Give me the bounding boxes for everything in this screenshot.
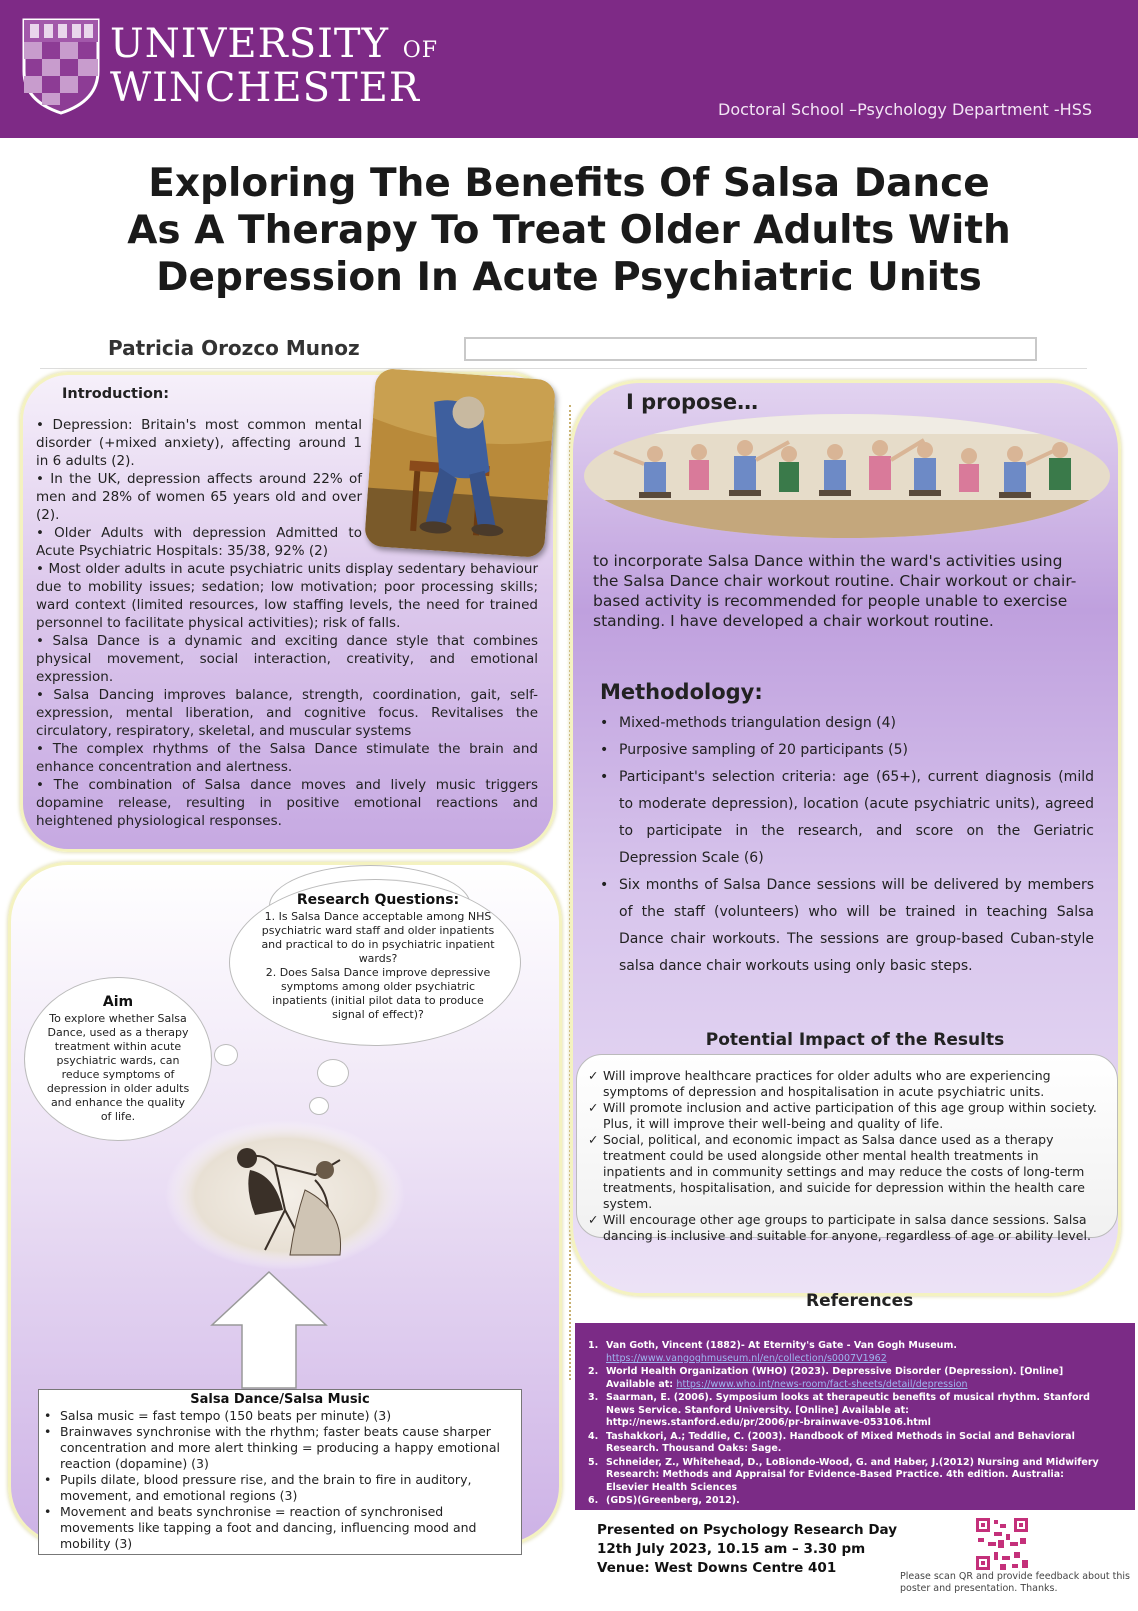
thought-bubble <box>310 1098 328 1114</box>
impact-item: ✓ Will promote inclusion and active participation of this age group within society. Plus, it will improve their well-being and quality of life. <box>588 1100 1098 1132</box>
qr-caption: Please scan QR and provide feedback about this poster and presentation. Thanks. <box>900 1571 1130 1594</box>
methodology-item: • Mixed-methods triangulation design (4) <box>600 710 1094 737</box>
aim-text: To explore whether Salsa Dance, used as a therapy treatment within acute psychiatric wards, can reduce symptoms of depression in older adults and enhance the quality of life. <box>46 1012 190 1123</box>
title-line1: Exploring The Benefits Of Salsa Dance <box>148 161 990 206</box>
presented-line3: Venue: West Downs Centre 401 <box>597 1560 837 1576</box>
presented-line2: 12th July 2023, 10.15 am – 3.30 pm <box>597 1541 866 1557</box>
department-label: Doctoral School –Psychology Department -HSS <box>718 100 1092 119</box>
methodology-heading: Methodology: <box>600 680 763 704</box>
university-name-line2: WINCHESTER <box>110 65 420 111</box>
presentation-details <box>597 1521 897 1578</box>
propose-text: to incorporate Salsa Dance within the ward's activities using the Salsa Dance chair workout routine. Chair workout or chair-based activity is recommended for people unable to exercise standing. I have developed a chair workout routine. <box>593 552 1077 630</box>
salsa-music-item: • Brainwaves synchronise with the rhythm; faster beats cause sharper concentration and more alert thinking = producing a happy emotional reaction (dopamine) (3) <box>42 1424 518 1472</box>
introduction-heading: Introduction: <box>62 386 170 402</box>
reference-link[interactable]: https://www.who.int/news-room/fact-sheets/detail/depression <box>676 1378 968 1390</box>
impact-item: ✓ Will encourage other age groups to participate in salsa dance sessions. Salsa dancing is inclusive and suitable for anyone, regardless of age or ability level. <box>588 1212 1098 1244</box>
chair-workout-class-photo <box>584 412 1111 540</box>
impact-item: ✓ Social, political, and economic impact as Salsa dance used as a therapy treatment could be used alongside other mental health treatments in inpatients and in community settings and may reduce the costs of long-term treatments, hospitalisation, and suicide for depression within the health care system. <box>588 1132 1098 1212</box>
university-crest-logo <box>20 16 102 116</box>
title-line2: As A Therapy To Treat Older Adults With <box>127 208 1011 253</box>
reference-item: 4. Tashakkori, A.; Teddlie, C. (2003). Handbook of Mixed Methods in Social and Behavioral Research. Thousand Oaks: Sage. <box>588 1430 1075 1454</box>
reference-item: 2. World Health Organization (WHO) (2023). Depressive Disorder (Depression). [Online] Available at: https://www.who.int/news-room/fact-sheets/detail/depression <box>588 1366 1064 1390</box>
research-questions-body <box>258 910 498 1022</box>
reference-item: 6. (GDS)(Greenberg, 2012). <box>588 1495 740 1506</box>
presented-line1: Presented on Psychology Research Day <box>597 1522 898 1538</box>
salsa-dancers-sketch <box>165 1120 405 1270</box>
university-of: OF <box>402 38 439 63</box>
intro-item: • In the UK, depression affects around 22% of men and 28% of women 65 years old and over (2). <box>36 471 362 523</box>
salsa-music-heading: Salsa Dance/Salsa Music <box>190 1392 370 1407</box>
salsa-music-item: • Pupils dilate, blood pressure rise, and the brain to fire in auditory, movement, and emotional regions (3) <box>42 1472 518 1504</box>
research-questions-heading: Research Questions: <box>296 892 460 908</box>
reference-link[interactable]: https://www.vangoghmuseum.nl/en/collection/s0007V1962 <box>606 1352 887 1364</box>
author-name: Patricia Orozco Munoz <box>108 336 360 360</box>
methodology-item: • Participant's selection criteria: age (65+), current diagnosis (mild to moderate depression), location (acute psychiatric units), agreed to participate in the research, and score on the Geriatric Depression Scale (6) <box>600 764 1094 872</box>
thought-bubble <box>318 1060 348 1086</box>
methodology-list <box>600 710 1094 980</box>
research-question-2: 2. Does Salsa Dance improve depressive symptoms among older psychiatric inpatients (initial pilot data to produce signal of effect)? <box>265 966 491 1021</box>
salsa-music-item: • Movement and beats synchronise = reaction of synchronised movements like tapping a foot and dancing, influencing mood and mobility (3) <box>42 1504 518 1552</box>
university-name-line1: UNIVERSITY OF <box>110 21 439 67</box>
methodology-item: • Purposive sampling of 20 participants (5) <box>600 737 1094 764</box>
salsa-music-item: • Salsa music = fast tempo (150 beats per minute) (3) <box>42 1408 518 1424</box>
intro-item: • Salsa Dancing improves balance, strength, coordination, gait, self-expression, mental liberation, and cognitive focus. Revitalises the circulatory, respiratory, skeletal, and muscular systems <box>36 687 538 739</box>
impact-item: ✓ Will improve healthcare practices for older adults who are experiencing symptoms of depression and hospitalisation in acute psychiatric units. <box>588 1068 1098 1100</box>
impact-list <box>588 1068 1098 1244</box>
salsa-music-list <box>42 1408 518 1552</box>
intro-item: • Depression: Britain's most common mental disorder (+mixed anxiety), affecting around 1 in 6 adults (2). <box>36 417 362 469</box>
feedback-qr-code[interactable] <box>974 1516 1030 1572</box>
reference-item: 1. Van Goth, Vincent (1882)- At Eternity's Gate - Van Gogh Museum. https://www.vangoghmuseum.nl/en/collection/s0007V1962 <box>588 1340 957 1364</box>
impact-heading: Potential Impact of the Results <box>705 1030 1005 1050</box>
intro-item: • Most older adults in acute psychiatric units display sedentary behaviour due to mobility issues; sedation; low motivation; poor processing skills; ward context (limited resources, low staffing levels, the need for trained personnel to facilitate physical activities); risk of falls. <box>36 561 538 631</box>
divider <box>40 368 1087 369</box>
title-line3: Depression In Acute Psychiatric Units <box>156 255 982 300</box>
poster-title <box>0 160 1138 301</box>
references-heading: References <box>806 1291 914 1311</box>
propose-heading: I propose… <box>626 390 759 414</box>
reference-item: 5. Schneider, Z., Whitehead, D., LoBiondo-Wood, G. and Haber, J.(2012) Nursing and Midwifery Research: Methods and Appraisal for Evidence-Based Practice. 4th edition. Australia: Elsevier Health Sciences <box>588 1456 1099 1493</box>
intro-item: • The complex rhythms of the Salsa Dance stimulate the brain and enhance concentration and alertness. <box>36 741 538 775</box>
author-affiliation-box <box>464 337 1037 361</box>
research-question-1: 1. Is Salsa Dance acceptable among NHS psychiatric ward staff and older inpatients and practical to do in psychiatric inpatient wards? <box>261 910 495 965</box>
at-eternitys-gate-painting <box>364 368 556 558</box>
methodology-item: • Six months of Salsa Dance sessions will be delivered by members of the staff (volunteers) who will be trained in teaching Salsa Dance chair workouts. The sessions are group-based Cuban-style salsa dance chair workouts using only basic steps. <box>600 872 1094 980</box>
reference-item: 3. Saarman, E. (2006). Symposium looks at therapeutic benefits of musical rhythm. Stanford News Service. Stanford University. [Online] Available at: http://news.stanford.edu/pr/2006/pr-brainwave-053106.html <box>588 1392 1090 1428</box>
intro-item: • Older Adults with depression Admitted to Acute Psychiatric Hospitals: 35/38, 92% (2) <box>36 525 362 559</box>
references-list <box>580 1340 1100 1509</box>
intro-item: • The combination of Salsa dance moves and lively music triggers dopamine release, resulting in positive emotional reactions and heightened physiological responses. <box>36 777 538 829</box>
aim-heading: Aim <box>102 994 134 1010</box>
intro-item: • Salsa Dance is a dynamic and exciting dance style that combines physical movement, social interaction, creativity, and emotional expression. <box>36 633 538 685</box>
up-arrow-icon <box>210 1270 328 1390</box>
thought-bubble <box>215 1045 237 1065</box>
